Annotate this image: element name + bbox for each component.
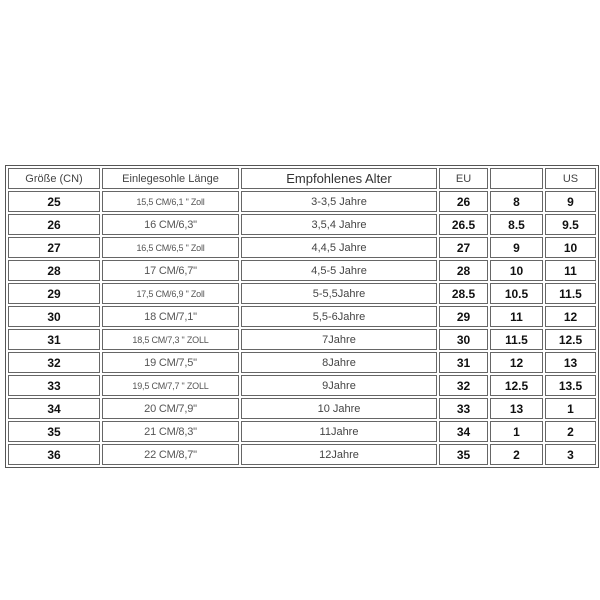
- cell-insole-length: 18,5 CM/7,3 " ZOLL: [102, 329, 239, 350]
- cell-size-cn: 32: [8, 352, 100, 373]
- cell-eu: 33: [439, 398, 488, 419]
- cell-eu: 35: [439, 444, 488, 465]
- cell-us: 11: [545, 260, 596, 281]
- cell-eu: 29: [439, 306, 488, 327]
- cell-col5: 9: [490, 237, 543, 258]
- header-eu: EU: [439, 168, 488, 189]
- cell-us: 13.5: [545, 375, 596, 396]
- header-row: [8, 168, 596, 189]
- cell-us: 9: [545, 191, 596, 212]
- cell-size-cn: 36: [8, 444, 100, 465]
- cell-size-cn: 28: [8, 260, 100, 281]
- cell-us: 2: [545, 421, 596, 442]
- cell-us: 1: [545, 398, 596, 419]
- header-recommended-age: Empfohlenes Alter: [241, 168, 437, 189]
- cell-us: 12.5: [545, 329, 596, 350]
- cell-us: 12: [545, 306, 596, 327]
- cell-size-cn: 34: [8, 398, 100, 419]
- cell-recommended-age: 5,5-6Jahre: [241, 306, 437, 327]
- table-body: [8, 191, 596, 465]
- cell-us: 9.5: [545, 214, 596, 235]
- cell-recommended-age: 12Jahre: [241, 444, 437, 465]
- cell-col5: 8: [490, 191, 543, 212]
- table-row: [8, 306, 596, 327]
- cell-col5: 12: [490, 352, 543, 373]
- cell-size-cn: 35: [8, 421, 100, 442]
- cell-recommended-age: 4,4,5 Jahre: [241, 237, 437, 258]
- cell-eu: 31: [439, 352, 488, 373]
- cell-col5: 10.5: [490, 283, 543, 304]
- cell-insole-length: 16 CM/6,3": [102, 214, 239, 235]
- cell-insole-length: 22 CM/8,7": [102, 444, 239, 465]
- table-row: [8, 444, 596, 465]
- table-row: [8, 375, 596, 396]
- cell-insole-length: 18 CM/7,1": [102, 306, 239, 327]
- cell-insole-length: 21 CM/8,3": [102, 421, 239, 442]
- cell-eu: 27: [439, 237, 488, 258]
- cell-recommended-age: 3,5,4 Jahre: [241, 214, 437, 235]
- cell-recommended-age: 11Jahre: [241, 421, 437, 442]
- table-row: [8, 421, 596, 442]
- cell-insole-length: 17 CM/6,7": [102, 260, 239, 281]
- cell-size-cn: 31: [8, 329, 100, 350]
- table-row: [8, 260, 596, 281]
- cell-size-cn: 26: [8, 214, 100, 235]
- cell-col5: 10: [490, 260, 543, 281]
- cell-insole-length: 20 CM/7,9": [102, 398, 239, 419]
- cell-recommended-age: 10 Jahre: [241, 398, 437, 419]
- cell-recommended-age: 7Jahre: [241, 329, 437, 350]
- cell-insole-length: 17,5 CM/6,9 " Zoll: [102, 283, 239, 304]
- cell-insole-length: 19,5 CM/7,7 " ZOLL: [102, 375, 239, 396]
- cell-us: 3: [545, 444, 596, 465]
- table-row: [8, 329, 596, 350]
- cell-insole-length: 19 CM/7,5": [102, 352, 239, 373]
- cell-recommended-age: 3-3,5 Jahre: [241, 191, 437, 212]
- cell-size-cn: 27: [8, 237, 100, 258]
- cell-eu: 28: [439, 260, 488, 281]
- size-table: [5, 165, 599, 468]
- header-size-cn: Größe (CN): [8, 168, 100, 189]
- cell-recommended-age: 8Jahre: [241, 352, 437, 373]
- cell-size-cn: 30: [8, 306, 100, 327]
- table-row: [8, 283, 596, 304]
- cell-recommended-age: 5-5,5Jahre: [241, 283, 437, 304]
- cell-col5: 11: [490, 306, 543, 327]
- header-col5: [490, 168, 543, 189]
- cell-us: 11.5: [545, 283, 596, 304]
- cell-eu: 34: [439, 421, 488, 442]
- cell-col5: 12.5: [490, 375, 543, 396]
- cell-insole-length: 15,5 CM/6,1 " Zoll: [102, 191, 239, 212]
- cell-eu: 26.5: [439, 214, 488, 235]
- cell-eu: 28.5: [439, 283, 488, 304]
- cell-size-cn: 29: [8, 283, 100, 304]
- table-row: [8, 352, 596, 373]
- cell-col5: 2: [490, 444, 543, 465]
- cell-col5: 11.5: [490, 329, 543, 350]
- cell-eu: 32: [439, 375, 488, 396]
- cell-insole-length: 16,5 CM/6,5 " Zoll: [102, 237, 239, 258]
- header-us: US: [545, 168, 596, 189]
- cell-recommended-age: 4,5-5 Jahre: [241, 260, 437, 281]
- cell-size-cn: 33: [8, 375, 100, 396]
- cell-eu: 26: [439, 191, 488, 212]
- cell-recommended-age: 9Jahre: [241, 375, 437, 396]
- cell-size-cn: 25: [8, 191, 100, 212]
- table-row: [8, 191, 596, 212]
- table-row: [8, 214, 596, 235]
- header-insole-length: Einlegesohle Länge: [102, 168, 239, 189]
- cell-us: 13: [545, 352, 596, 373]
- cell-col5: 1: [490, 421, 543, 442]
- size-chart: [5, 165, 594, 468]
- table-row: [8, 398, 596, 419]
- cell-us: 10: [545, 237, 596, 258]
- cell-col5: 8.5: [490, 214, 543, 235]
- table-row: [8, 237, 596, 258]
- cell-eu: 30: [439, 329, 488, 350]
- cell-col5: 13: [490, 398, 543, 419]
